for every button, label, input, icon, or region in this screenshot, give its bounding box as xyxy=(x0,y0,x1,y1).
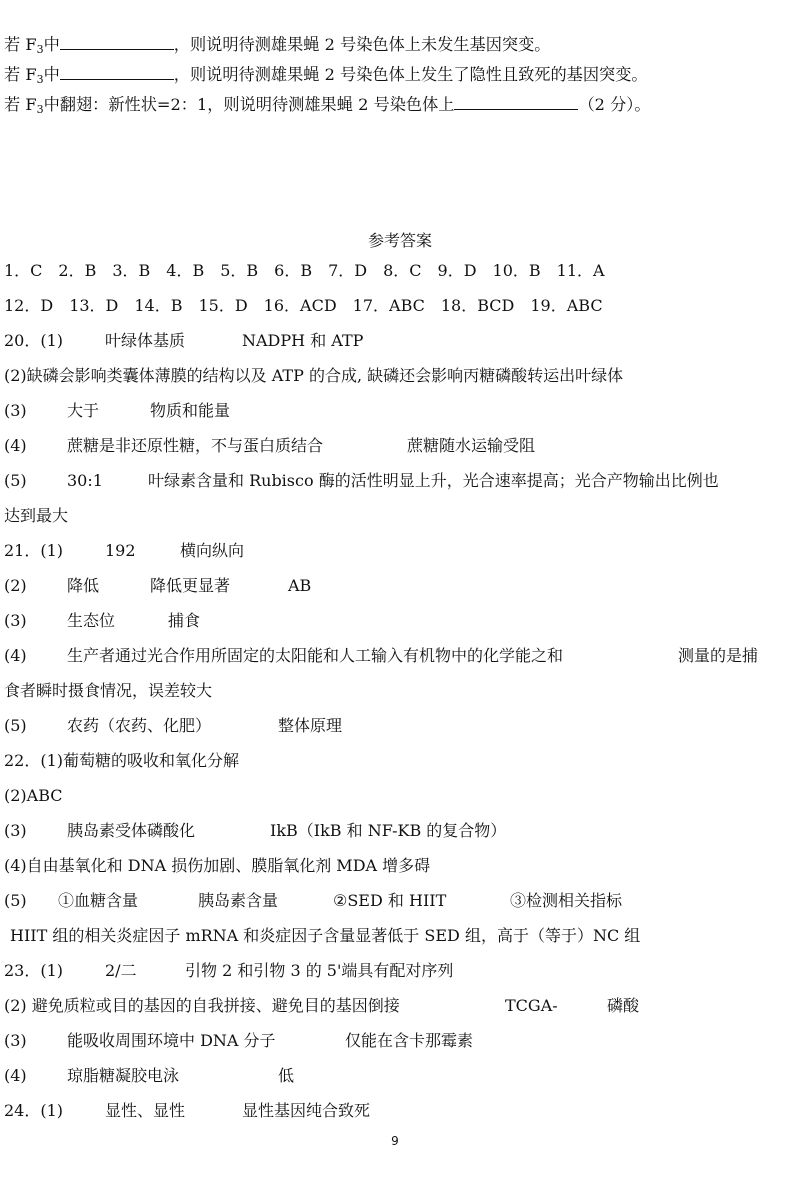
answer-r22-part-2: 磷酸 xyxy=(607,996,640,1015)
answer-r20-part-0: HIIT 组的相关炎症因子 mRNA 和炎症因子含量显著低于 SED 组，高于（等于）NC 组 xyxy=(10,926,641,945)
answer-r17-part-2: IkB（IkB 和 NF-KB 的复合物） xyxy=(270,821,507,840)
answer-r8-part-0: 达到最大 xyxy=(4,506,69,525)
fill-blank-1[interactable] xyxy=(60,35,174,50)
answer-r6-part-1: 蔗糖是非还原性糖，不与蛋白质结合 xyxy=(67,436,324,455)
answer-r25-part-0: 24．(1) xyxy=(4,1101,64,1120)
answer-r1-part-0: 1．C 2．B 3．B 4．B 5．B 6．B 7．D 8．C 9．D 10．B 11．A xyxy=(4,261,605,280)
q1-post: ，则说明待测雄果蝇 2 号染色体上未发生基因突变。 xyxy=(173,35,551,54)
answer-r24-part-1: 琼脂糖凝胶电泳 xyxy=(67,1066,180,1085)
answer-r19-part-4: ③检测相关指标 xyxy=(510,891,623,910)
answer-r11-part-2: 捕食 xyxy=(168,611,201,630)
answer-r14-part-0: (5) xyxy=(4,716,27,735)
answer-r23-part-2: 仅能在含卡那霉素 xyxy=(345,1031,474,1050)
answer-r25-part-1: 显性、显性 xyxy=(105,1101,186,1120)
answer-r10-part-1: 降低 xyxy=(67,576,100,595)
q2-post: ，则说明待测雄果蝇 2 号染色体上发生了隐性且致死的基因突变。 xyxy=(173,65,648,84)
answer-r24-part-2: 低 xyxy=(278,1066,295,1085)
answer-r21-part-0: 23．(1) xyxy=(4,961,64,980)
answer-r4-part-0: (2)缺磷会影响类囊体薄膜的结构以及 ATP 的合成, 缺磷还会影响丙糖磷酸转运出叶绿体 xyxy=(4,366,624,385)
q1-pre: 若 F xyxy=(4,35,37,54)
answer-r19-part-2: 胰岛素含量 xyxy=(198,891,279,910)
answer-r12-part-2: 测量的是捕 xyxy=(678,646,759,665)
page-number: 9 xyxy=(391,1134,399,1148)
answer-r3-part-1: 叶绿体基质 xyxy=(105,331,186,350)
answer-r7-part-2: 叶绿素含量和 Rubisco 酶的活性明显上升，光合速率提高；光合产物输出比例也 xyxy=(148,471,719,490)
answer-r14-part-1: 农药（农药、化肥） xyxy=(67,716,212,735)
q3-mid: 中翻翅：新性状=2：1，则说明待测雄果蝇 2 号染色体上 xyxy=(43,95,455,114)
answer-r17-part-0: (3) xyxy=(4,821,27,840)
answer-r23-part-1: 能吸收周围环境中 DNA 分子 xyxy=(67,1031,276,1050)
answer-r5-part-2: 物质和能量 xyxy=(150,401,231,420)
q1-mid: 中 xyxy=(43,35,60,54)
answer-r5-part-0: (3) xyxy=(4,401,27,420)
q1-sub: 3 xyxy=(36,43,44,56)
q2-mid: 中 xyxy=(43,65,60,84)
q2-sub: 3 xyxy=(36,73,44,86)
answer-r10-part-2: 降低更显著 xyxy=(150,576,231,595)
answer-r22-part-1: TCGA- xyxy=(505,996,558,1015)
q3-post: （2 分）。 xyxy=(578,95,651,114)
answer-r3-part-2: NADPH 和 ATP xyxy=(242,331,364,350)
answer-r9-part-2: 横向纵向 xyxy=(180,541,245,560)
answer-r24-part-0: (4) xyxy=(4,1066,27,1085)
answer-r19-part-3: ②SED 和 HIIT xyxy=(333,891,447,910)
answer-r10-part-0: (2) xyxy=(4,576,27,595)
answer-r2-part-0: 12．D 13．D 14．B 15．D 16．ACD 17．ABC 18．BCD 19．ABC xyxy=(4,296,603,315)
answer-r10-part-3: AB xyxy=(288,576,312,595)
answer-r6-part-2: 蔗糖随水运输受阻 xyxy=(407,436,536,455)
answer-r6-part-0: (4) xyxy=(4,436,27,455)
answer-r12-part-0: (4) xyxy=(4,646,27,665)
answer-r9-part-0: 21．(1) xyxy=(4,541,64,560)
answer-r18-part-0: (4)自由基氧化和 DNA 损伤加剧、膜脂氧化剂 MDA 增多碍 xyxy=(4,856,431,875)
q3-sub: 3 xyxy=(36,103,44,116)
answer-title: 参考答案 xyxy=(367,231,432,250)
answer-r14-part-2: 整体原理 xyxy=(278,716,343,735)
question-line-3 xyxy=(4,95,651,115)
answer-r16-part-0: (2)ABC xyxy=(4,786,63,805)
q3-pre: 若 F xyxy=(4,95,37,114)
answer-r22-part-0: (2) 避免质粒或目的基因的自我拼接、避免目的基因倒接 xyxy=(4,996,400,1015)
answer-r19-part-1: ①血糖含量 xyxy=(58,891,139,910)
answer-r9-part-1: 192 xyxy=(105,541,136,560)
answer-r7-part-0: (5) xyxy=(4,471,27,490)
answer-r5-part-1: 大于 xyxy=(67,401,100,420)
answer-r23-part-0: (3) xyxy=(4,1031,27,1050)
answer-r11-part-0: (3) xyxy=(4,611,27,630)
answer-r12-part-1: 生产者通过光合作用所固定的太阳能和人工输入有机物中的化学能之和 xyxy=(67,646,564,665)
fill-blank-2[interactable] xyxy=(60,65,174,80)
q2-pre: 若 F xyxy=(4,65,37,84)
answer-r3-part-0: 20．(1) xyxy=(4,331,64,350)
answer-r13-part-0: 食者瞬时摄食情况，误差较大 xyxy=(4,681,213,700)
answer-r21-part-2: 引物 2 和引物 3 的 5'端具有配对序列 xyxy=(185,961,454,980)
fill-blank-3[interactable] xyxy=(454,95,578,110)
answer-r7-part-1: 30:1 xyxy=(67,471,103,490)
answer-r11-part-1: 生态位 xyxy=(67,611,116,630)
answer-r21-part-1: 2/二 xyxy=(105,961,137,980)
answer-r25-part-2: 显性基因纯合致死 xyxy=(242,1101,371,1120)
answer-r17-part-1: 胰岛素受体磷酸化 xyxy=(67,821,196,840)
question-line-2 xyxy=(4,65,648,85)
answer-r19-part-0: (5) xyxy=(4,891,27,910)
question-line-1 xyxy=(4,35,550,55)
answer-r15-part-0: 22．(1)葡萄糖的吸收和氧化分解 xyxy=(4,751,240,770)
